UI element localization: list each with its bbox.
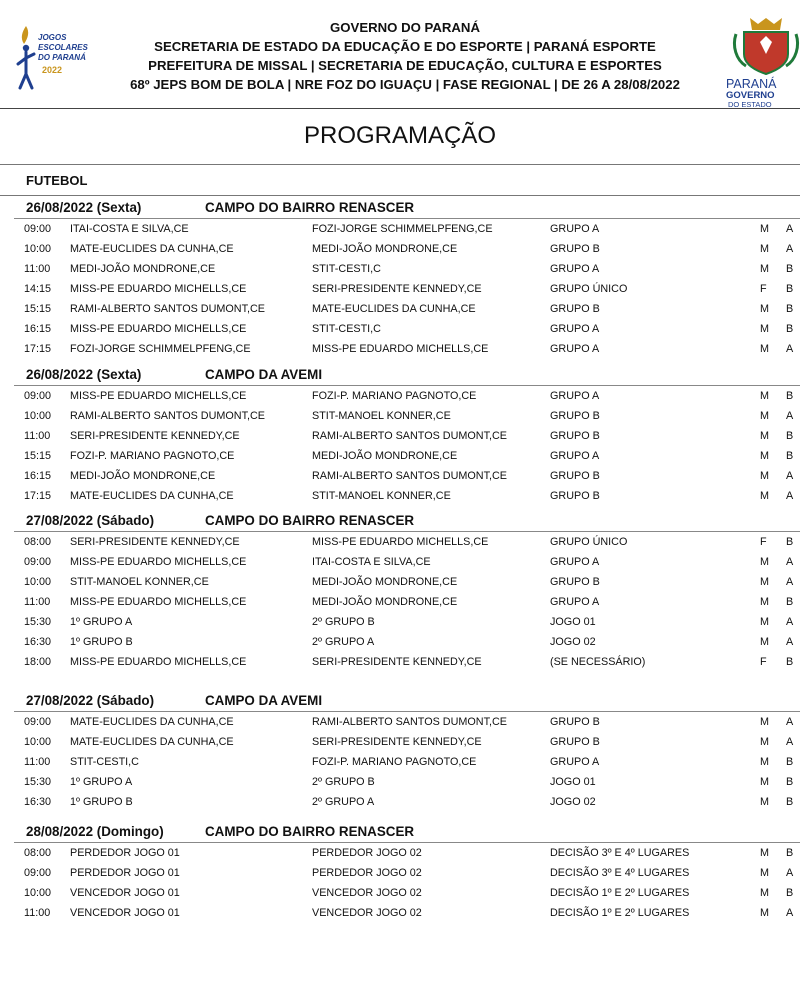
header-line-3: PREFEITURA DE MISSAL | SECRETARIA DE EDUCAÇÃO, CULTURA E ESPORTES xyxy=(148,58,662,73)
cell-time: 15:30 xyxy=(24,776,52,788)
cell-time: 15:15 xyxy=(24,450,52,462)
logo-left-line-2: ESCOLARES xyxy=(38,43,88,52)
schedule-row xyxy=(0,319,800,339)
cell-team-a: MISS-PE EDUARDO MICHELLS,CE xyxy=(70,390,247,402)
cell-time: 09:00 xyxy=(24,556,52,568)
schedule-row xyxy=(0,843,800,863)
cell-field: A xyxy=(786,490,794,502)
cell-team-b: 2º GRUPO B xyxy=(312,616,375,628)
cell-time: 15:30 xyxy=(24,616,52,628)
cell-field: B xyxy=(786,390,794,402)
cell-time: 11:00 xyxy=(24,756,51,768)
logo-right-line-1: PARANÁ xyxy=(726,77,777,91)
logo-left-year: 2022 xyxy=(42,65,63,75)
cell-field: B xyxy=(786,450,794,462)
cell-gender: M xyxy=(760,756,769,768)
cell-gender: M xyxy=(760,323,769,335)
cell-team-a: ITAI-COSTA E SILVA,CE xyxy=(70,223,189,235)
cell-time: 09:00 xyxy=(24,716,52,728)
cell-team-a: FOZI-JORGE SCHIMMELPFENG,CE xyxy=(70,343,251,355)
cell-team-a: 1º GRUPO B xyxy=(70,636,133,648)
cell-gender: M xyxy=(760,450,769,462)
cell-team-a: MATE-EUCLIDES DA CUNHA,CE xyxy=(70,736,234,748)
cell-team-a: MATE-EUCLIDES DA CUNHA,CE xyxy=(70,243,234,255)
section-date: 28/08/2022 (Domingo) xyxy=(26,824,164,839)
cell-team-b: MISS-PE EDUARDO MICHELLS,CE xyxy=(312,536,489,548)
cell-team-b: STIT-MANOEL KONNER,CE xyxy=(312,490,451,502)
cell-team-a: MISS-PE EDUARDO MICHELLS,CE xyxy=(70,656,247,668)
cell-team-b: 2º GRUPO A xyxy=(312,636,375,648)
section-venue: CAMPO DO BAIRRO RENASCER xyxy=(205,200,415,215)
section-venue: CAMPO DA AVEMI xyxy=(205,367,323,382)
schedule-row xyxy=(0,863,800,883)
cell-group: GRUPO A xyxy=(550,263,600,275)
cell-team-b: ITAI-COSTA E SILVA,CE xyxy=(312,556,431,568)
section-date: 27/08/2022 (Sábado) xyxy=(26,693,155,708)
cell-field: B xyxy=(786,283,794,295)
cell-field: B xyxy=(786,536,794,548)
cell-field: A xyxy=(786,636,794,648)
schedule-row xyxy=(0,259,800,279)
cell-time: 11:00 xyxy=(24,263,51,275)
schedule-row xyxy=(0,486,800,506)
cell-group: DECISÃO 1º E 2º LUGARES xyxy=(550,887,690,899)
cell-time: 09:00 xyxy=(24,223,52,235)
cell-group: DECISÃO 3º E 4º LUGARES xyxy=(550,847,690,859)
cell-field: A xyxy=(786,616,794,628)
cell-field: A xyxy=(786,343,794,355)
cell-field: B xyxy=(786,776,794,788)
cell-team-b: PERDEDOR JOGO 02 xyxy=(312,867,422,879)
cell-group: GRUPO A xyxy=(550,756,600,768)
cell-team-a: VENCEDOR JOGO 01 xyxy=(70,907,180,919)
cell-gender: M xyxy=(760,470,769,482)
cell-team-a: RAMI-ALBERTO SANTOS DUMONT,CE xyxy=(70,303,265,315)
cell-gender: M xyxy=(760,490,769,502)
cell-team-a: STIT-MANOEL KONNER,CE xyxy=(70,576,209,588)
cell-group: DECISÃO 3º E 4º LUGARES xyxy=(550,867,690,879)
section-date: 27/08/2022 (Sábado) xyxy=(26,513,155,528)
section-date: 26/08/2022 (Sexta) xyxy=(26,367,142,382)
cell-time: 16:15 xyxy=(24,470,52,482)
cell-time: 14:15 xyxy=(24,283,52,295)
cell-group: GRUPO A xyxy=(550,323,600,335)
cell-gender: M xyxy=(760,796,769,808)
schedule-row xyxy=(0,883,800,903)
cell-team-a: MEDI-JOÃO MONDRONE,CE xyxy=(70,263,216,275)
cell-field: B xyxy=(786,656,794,668)
cell-group: GRUPO B xyxy=(550,430,600,442)
cell-gender: M xyxy=(760,616,769,628)
logo-left-line-3: DO PARANÁ xyxy=(38,53,86,62)
cell-team-b: RAMI-ALBERTO SANTOS DUMONT,CE xyxy=(312,470,507,482)
cell-field: B xyxy=(786,596,794,608)
cell-field: A xyxy=(786,867,794,879)
cell-time: 10:00 xyxy=(24,410,52,422)
cell-team-a: VENCEDOR JOGO 01 xyxy=(70,887,180,899)
schedule-row xyxy=(0,612,800,632)
cell-team-b: STIT-CESTI,C xyxy=(312,323,381,335)
schedule-row xyxy=(0,446,800,466)
cell-time: 09:00 xyxy=(24,390,52,402)
schedule-row xyxy=(0,903,800,923)
cell-field: A xyxy=(786,736,794,748)
cell-team-b: VENCEDOR JOGO 02 xyxy=(312,887,422,899)
logo-left-line-1: JOGOS xyxy=(38,33,67,42)
cell-group: GRUPO A xyxy=(550,556,600,568)
cell-group: GRUPO A xyxy=(550,343,600,355)
cell-gender: F xyxy=(760,283,767,295)
cell-group: GRUPO B xyxy=(550,576,600,588)
sport-label: FUTEBOL xyxy=(26,173,88,188)
cell-group: GRUPO ÚNICO xyxy=(550,283,628,295)
schedule-row xyxy=(0,552,800,572)
header-line-2: SECRETARIA DE ESTADO DA EDUCAÇÃO E DO ESPORTE | PARANÁ ESPORTE xyxy=(154,39,656,54)
schedule-row xyxy=(0,712,800,732)
cell-time: 09:00 xyxy=(24,867,52,879)
cell-team-a: MEDI-JOÃO MONDRONE,CE xyxy=(70,470,216,482)
cell-field: A xyxy=(786,470,794,482)
cell-team-b: SERI-PRESIDENTE KENNEDY,CE xyxy=(312,656,482,668)
cell-group: GRUPO ÚNICO xyxy=(550,536,628,548)
cell-gender: F xyxy=(760,536,767,548)
cell-field: A xyxy=(786,410,794,422)
cell-group: GRUPO B xyxy=(550,410,600,422)
cell-team-b: FOZI-JORGE SCHIMMELPFENG,CE xyxy=(312,223,493,235)
cell-team-b: RAMI-ALBERTO SANTOS DUMONT,CE xyxy=(312,430,507,442)
cell-gender: M xyxy=(760,223,769,235)
cell-team-b: MISS-PE EDUARDO MICHELLS,CE xyxy=(312,343,489,355)
cell-team-a: RAMI-ALBERTO SANTOS DUMONT,CE xyxy=(70,410,265,422)
cell-team-a: 1º GRUPO A xyxy=(70,776,133,788)
cell-time: 16:30 xyxy=(24,796,52,808)
schedule-row xyxy=(0,652,800,672)
cell-field: A xyxy=(786,576,794,588)
cell-field: A xyxy=(786,223,794,235)
cell-team-b: FOZI-P. MARIANO PAGNOTO,CE xyxy=(312,390,477,402)
cell-team-a: MATE-EUCLIDES DA CUNHA,CE xyxy=(70,490,234,502)
cell-gender: M xyxy=(760,390,769,402)
cell-group: GRUPO B xyxy=(550,303,600,315)
cell-team-a: PERDEDOR JOGO 01 xyxy=(70,867,180,879)
cell-field: B xyxy=(786,430,794,442)
cell-team-a: MISS-PE EDUARDO MICHELLS,CE xyxy=(70,556,247,568)
cell-team-a: SERI-PRESIDENTE KENNEDY,CE xyxy=(70,536,240,548)
cell-team-b: 2º GRUPO B xyxy=(312,776,375,788)
cell-time: 11:00 xyxy=(24,430,51,442)
schedule-row xyxy=(0,792,800,812)
cell-gender: M xyxy=(760,263,769,275)
cell-field: A xyxy=(786,243,794,255)
schedule-row xyxy=(0,466,800,486)
cell-gender: M xyxy=(760,303,769,315)
cell-field: B xyxy=(786,323,794,335)
cell-gender: M xyxy=(760,867,769,879)
cell-team-a: MISS-PE EDUARDO MICHELLS,CE xyxy=(70,596,247,608)
schedule-row xyxy=(0,532,800,552)
parana-government-crest xyxy=(722,14,812,109)
schedule-row xyxy=(0,406,800,426)
schedule-row xyxy=(0,632,800,652)
cell-field: B xyxy=(786,887,794,899)
cell-gender: M xyxy=(760,907,769,919)
cell-gender: M xyxy=(760,847,769,859)
cell-group: JOGO 01 xyxy=(550,776,596,788)
cell-field: B xyxy=(786,847,794,859)
header-line-4: 68º JEPS BOM DE BOLA | NRE FOZ DO IGUAÇU | FASE REGIONAL | DE 26 A 28/08/2022 xyxy=(130,77,680,92)
schedule-row xyxy=(0,339,800,359)
cell-group: GRUPO B xyxy=(550,736,600,748)
cell-team-b: RAMI-ALBERTO SANTOS DUMONT,CE xyxy=(312,716,507,728)
cell-group: GRUPO B xyxy=(550,716,600,728)
cell-field: B xyxy=(786,796,794,808)
cell-time: 10:00 xyxy=(24,576,52,588)
cell-time: 10:00 xyxy=(24,243,52,255)
schedule-row xyxy=(0,592,800,612)
cell-gender: M xyxy=(760,556,769,568)
cell-team-b: STIT-CESTI,C xyxy=(312,263,381,275)
cell-group: (SE NECESSÁRIO) xyxy=(550,656,646,668)
jogos-escolares-logo xyxy=(12,18,92,98)
cell-group: JOGO 01 xyxy=(550,616,596,628)
cell-time: 08:00 xyxy=(24,536,52,548)
schedule-row xyxy=(0,219,800,239)
cell-team-a: MISS-PE EDUARDO MICHELLS,CE xyxy=(70,323,247,335)
cell-gender: M xyxy=(760,243,769,255)
section-venue: CAMPO DA AVEMI xyxy=(205,693,323,708)
schedule-row xyxy=(0,772,800,792)
page-title: PROGRAMAÇÃO xyxy=(303,122,497,149)
cell-group: GRUPO A xyxy=(550,596,600,608)
sport-bar xyxy=(0,164,800,196)
cell-field: A xyxy=(786,556,794,568)
document-header xyxy=(0,0,800,109)
cell-time: 11:00 xyxy=(24,596,51,608)
cell-group: DECISÃO 1º E 2º LUGARES xyxy=(550,907,690,919)
cell-team-b: VENCEDOR JOGO 02 xyxy=(312,907,422,919)
cell-gender: M xyxy=(760,776,769,788)
cell-time: 16:15 xyxy=(24,323,52,335)
cell-time: 16:30 xyxy=(24,636,52,648)
schedule-row xyxy=(0,299,800,319)
cell-team-b: SERI-PRESIDENTE KENNEDY,CE xyxy=(312,283,482,295)
cell-time: 10:00 xyxy=(24,887,52,899)
cell-group: GRUPO A xyxy=(550,223,600,235)
cell-field: A xyxy=(786,907,794,919)
cell-group: GRUPO A xyxy=(550,450,600,462)
cell-team-a: 1º GRUPO A xyxy=(70,616,133,628)
schedule-row xyxy=(0,752,800,772)
cell-group: GRUPO B xyxy=(550,243,600,255)
schedule-row xyxy=(0,279,800,299)
cell-field: A xyxy=(786,716,794,728)
cell-gender: M xyxy=(760,636,769,648)
cell-group: GRUPO B xyxy=(550,470,600,482)
cell-team-a: 1º GRUPO B xyxy=(70,796,133,808)
cell-team-a: FOZI-P. MARIANO PAGNOTO,CE xyxy=(70,450,235,462)
cell-group: JOGO 02 xyxy=(550,636,596,648)
logo-right-line-2: GOVERNO xyxy=(726,90,775,101)
cell-field: B xyxy=(786,303,794,315)
schedule-row xyxy=(0,239,800,259)
cell-team-b: MEDI-JOÃO MONDRONE,CE xyxy=(312,450,458,462)
schedule-row xyxy=(0,572,800,592)
schedule-row xyxy=(0,426,800,446)
cell-gender: M xyxy=(760,887,769,899)
section-venue: CAMPO DO BAIRRO RENASCER xyxy=(205,824,415,839)
header-lines xyxy=(110,18,700,94)
cell-team-b: MEDI-JOÃO MONDRONE,CE xyxy=(312,576,458,588)
cell-gender: M xyxy=(760,576,769,588)
cell-team-b: MEDI-JOÃO MONDRONE,CE xyxy=(312,596,458,608)
cell-team-b: SERI-PRESIDENTE KENNEDY,CE xyxy=(312,736,482,748)
schedule-row xyxy=(0,732,800,752)
cell-team-a: MISS-PE EDUARDO MICHELLS,CE xyxy=(70,283,247,295)
cell-group: GRUPO B xyxy=(550,490,600,502)
logo-right-line-3: DO ESTADO xyxy=(728,100,772,109)
cell-time: 15:15 xyxy=(24,303,52,315)
section-date: 26/08/2022 (Sexta) xyxy=(26,200,142,215)
section-venue: CAMPO DO BAIRRO RENASCER xyxy=(205,513,415,528)
cell-group: JOGO 02 xyxy=(550,796,596,808)
cell-team-a: SERI-PRESIDENTE KENNEDY,CE xyxy=(70,430,240,442)
cell-gender: M xyxy=(760,410,769,422)
cell-team-b: MEDI-JOÃO MONDRONE,CE xyxy=(312,243,458,255)
cell-time: 17:15 xyxy=(24,343,52,355)
cell-group: GRUPO A xyxy=(550,390,600,402)
cell-gender: F xyxy=(760,656,767,668)
header-line-1: GOVERNO DO PARANÁ xyxy=(330,20,480,35)
cell-gender: M xyxy=(760,596,769,608)
cell-team-b: STIT-MANOEL KONNER,CE xyxy=(312,410,451,422)
cell-team-a: PERDEDOR JOGO 01 xyxy=(70,847,180,859)
cell-team-b: MATE-EUCLIDES DA CUNHA,CE xyxy=(312,303,476,315)
cell-team-b: 2º GRUPO A xyxy=(312,796,375,808)
cell-time: 18:00 xyxy=(24,656,52,668)
cell-gender: M xyxy=(760,716,769,728)
cell-team-b: FOZI-P. MARIANO PAGNOTO,CE xyxy=(312,756,477,768)
schedule-row xyxy=(0,386,800,406)
cell-time: 17:15 xyxy=(24,490,52,502)
cell-field: B xyxy=(786,756,794,768)
cell-team-a: MATE-EUCLIDES DA CUNHA,CE xyxy=(70,716,234,728)
cell-time: 11:00 xyxy=(24,907,51,919)
cell-gender: M xyxy=(760,736,769,748)
cell-team-a: STIT-CESTI,C xyxy=(70,756,139,768)
cell-gender: M xyxy=(760,343,769,355)
cell-time: 08:00 xyxy=(24,847,52,859)
cell-team-b: PERDEDOR JOGO 02 xyxy=(312,847,422,859)
cell-time: 10:00 xyxy=(24,736,52,748)
cell-gender: M xyxy=(760,430,769,442)
cell-field: B xyxy=(786,263,794,275)
